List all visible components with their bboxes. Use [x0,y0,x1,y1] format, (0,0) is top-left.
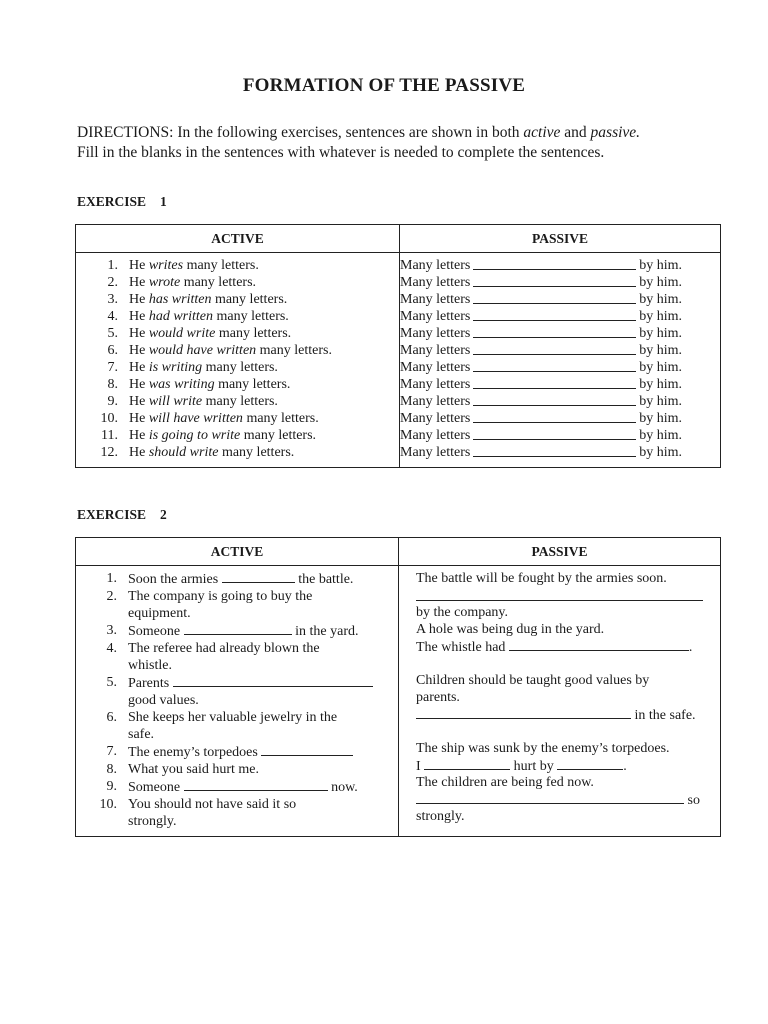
subject: He [129,411,146,426]
passive-prefix: Many letters [400,292,471,307]
directions-line-1 [77,123,727,143]
ex1-active-item-10 [76,410,399,427]
answer-blank[interactable] [473,359,636,372]
ex1-active-item-12 [76,444,399,461]
text: The company is going to buy the [128,589,313,604]
answer-blank[interactable] [473,257,636,270]
exercise-2-active-list [76,566,398,836]
answer-blank[interactable] [416,791,684,804]
object: many letters. [205,360,278,375]
passive-suffix: by him. [639,411,682,426]
answer-blank[interactable] [173,674,373,687]
ex2-passive-item-4 [416,638,720,655]
item-number: 4. [106,641,117,656]
answer-blank[interactable] [473,342,636,355]
passive-suffix: by him. [639,445,682,460]
answer-blank[interactable] [473,291,636,304]
item-number: 8. [107,377,118,392]
directions [77,123,727,163]
item-number: 9. [106,779,117,794]
text: I [416,759,421,774]
verb: will write [148,394,203,409]
ex2-active-item-4 [76,640,398,674]
passive-suffix: by him. [639,394,682,409]
ex2-active-item-10 [76,796,398,830]
answer-blank[interactable] [222,570,295,583]
answer-blank[interactable] [557,757,623,770]
ex2-passive-item-2: by the company. [416,605,509,620]
passive-prefix: Many letters [400,428,471,443]
object: many letters. [214,292,288,307]
directions-passive-word: passive. [590,124,641,141]
page-title: FORMATION OF THE PASSIVE [242,75,526,96]
answer-blank[interactable] [424,757,510,770]
passive-prefix: Many letters [400,326,471,341]
passive-suffix: by him. [639,292,682,307]
ex1-passive-item-3 [400,291,682,308]
exercise-2-table [75,537,721,837]
subject: He [129,377,146,392]
subject: He [129,258,146,273]
item-number: 7. [107,360,118,375]
text: . [688,640,693,655]
ex1-passive-item-11 [400,427,682,444]
ex2-passive-item-10-cont: strongly. [416,809,465,824]
ex1-active-item-8 [76,376,399,393]
ex1-passive-item-4 [400,308,682,325]
text: She keeps her valuable jewelry in the [128,710,338,725]
object: many letters. [218,377,291,392]
directions-prefix: DIRECTIONS: In the following exercises, sentences are shown in both [77,124,524,141]
text: The enemy’s torpedoes [128,745,258,760]
ex1-passive-item-5 [400,325,682,342]
ex2-passive-item-5-cont: parents. [416,690,460,705]
verb: was writing [148,377,215,392]
object: many letters. [221,445,295,460]
text: The referee had already blown the [128,641,320,656]
text: You should not have said it so [128,797,297,812]
text: hurt by [513,759,554,774]
text: in the safe. [634,708,696,723]
verb: would have written [148,343,257,358]
ex2-active-item-8: 8. What you said hurt me. [76,761,398,778]
passive-prefix: Many letters [400,309,471,324]
directions-line-2: Fill in the blanks in the sentences with whatever is needed to complete the sentences. [77,144,605,161]
passive-suffix: by him. [639,326,682,341]
ex2-passive-item-9: The children are being fed now. [416,775,594,790]
passive-suffix: by him. [639,360,682,375]
ex1-active-item-1 [76,257,399,274]
subject: He [129,394,146,409]
item-number: 1. [106,571,117,586]
ex1-passive-item-1 [400,257,682,274]
passive-suffix: by him. [639,377,682,392]
answer-blank[interactable] [184,622,292,635]
exercise-1-number: 1 [160,194,167,209]
verb: is writing [148,360,203,375]
object: many letters. [246,411,319,426]
ex2-active-item-3 [76,622,398,640]
subject: He [129,292,146,307]
text: good values. [128,693,199,708]
ex2-active-item-9 [76,778,398,796]
exercise-1-label [77,194,167,210]
ex2-passive-item-5: Children should be taught good values by [416,673,650,688]
subject: He [129,360,146,375]
verb: has written [148,292,212,307]
object: many letters. [205,394,278,409]
answer-blank[interactable] [416,706,631,719]
ex1-active-item-4 [76,308,399,325]
exercise-2-passive-header: PASSIVE [399,538,721,566]
directions-and-word: and [564,124,591,141]
passive-prefix: Many letters [400,445,471,460]
answer-blank[interactable] [473,376,636,389]
verb: is going to write [148,428,241,443]
answer-blank[interactable] [473,444,636,457]
subject: He [129,309,146,324]
ex2-active-item-2 [76,588,398,622]
ex2-passive-item-6 [416,706,720,723]
object: many letters. [218,326,292,341]
ex1-passive-item-8 [400,376,682,393]
spacer [416,655,720,672]
text: strongly. [128,814,177,829]
item-number: 2. [106,589,117,604]
ex2-passive-item-8 [416,757,720,774]
object: many letters. [183,275,257,290]
ex1-active-item-7 [76,359,399,376]
item-number: 6. [107,343,118,358]
answer-blank[interactable] [261,743,353,756]
ex1-passive-item-9 [400,393,682,410]
passive-suffix: by him. [639,275,682,290]
ex2-active-item-6 [76,709,398,743]
item-number: 7. [106,744,117,759]
directions-active-word: active [523,124,561,141]
passive-prefix: Many letters [400,377,471,392]
answer-blank[interactable] [473,393,636,406]
exercise-1-passive-list [400,253,720,467]
item-number: 10. [100,411,118,426]
ex1-active-item-9 [76,393,399,410]
subject: He [129,428,146,443]
text: now. [331,780,358,795]
ex1-active-item-11 [76,427,399,444]
exercise-1-passive-header: PASSIVE [400,225,721,253]
verb: should write [148,445,219,460]
ex2-passive-item-1: The battle will be fought by the armies soon. [416,571,667,586]
exercise-2-number: 2 [160,507,167,522]
subject: He [129,326,146,341]
text: the battle. [298,572,354,587]
item-number: 3. [106,623,117,638]
subject: He [129,445,146,460]
ex2-passive-item-2-blank-line [416,587,720,604]
answer-blank[interactable] [473,427,636,440]
answer-blank[interactable] [416,587,703,601]
text: in the yard. [295,624,359,639]
ex1-passive-item-6 [400,342,682,359]
passive-suffix: by him. [639,258,682,273]
ex2-active-item-5 [76,674,398,709]
text: Someone [128,624,181,639]
verb: wrote [148,275,181,290]
item-number: 3. [107,292,118,307]
object: many letters. [216,309,289,324]
item-number: 1. [107,258,118,273]
exercise-1-active-header: ACTIVE [76,225,400,253]
verb: had written [148,309,213,324]
ex1-passive-item-12 [400,444,682,461]
exercise-2-label [77,507,167,523]
exercise-1-active-list [76,253,399,467]
item-number: 12. [100,445,118,460]
text: The whistle had [416,640,506,655]
ex2-passive-item-3: A hole was being dug in the yard. [416,622,605,637]
exercise-2-active-header: ACTIVE [76,538,399,566]
answer-blank[interactable] [473,410,636,423]
answer-blank[interactable] [184,778,328,791]
ex2-passive-item-10 [416,791,720,808]
item-number: 2. [107,275,118,290]
ex1-passive-item-10 [400,410,682,427]
passive-suffix: by him. [639,343,682,358]
item-number: 5. [107,326,118,341]
ex1-active-item-2 [76,274,399,291]
item-number: 9. [107,394,118,409]
item-number: 6. [106,710,117,725]
passive-suffix: by him. [639,309,682,324]
item-number: 11. [101,428,118,443]
text: whistle. [128,658,172,673]
ex2-active-item-7 [76,743,398,761]
spacer [416,723,720,740]
ex1-active-item-6 [76,342,399,359]
item-number: 10. [99,797,117,812]
item-number: 8. [106,762,117,777]
subject: He [129,275,146,290]
answer-blank[interactable] [509,638,689,651]
item-number: 4. [107,309,118,324]
answer-blank[interactable] [473,308,636,321]
object: many letters. [259,343,332,358]
exercise-2-label-text: EXERCISE [77,507,147,522]
ex1-passive-item-2 [400,274,682,291]
item-number: 5. [106,675,117,690]
passive-prefix: Many letters [400,275,471,290]
passive-prefix: Many letters [400,343,471,358]
passive-prefix: Many letters [400,394,471,409]
answer-blank[interactable] [473,274,636,287]
subject: He [129,343,146,358]
ex1-active-item-3 [76,291,399,308]
exercise-2-passive-list [399,566,720,831]
text: so [687,793,700,808]
verb: will have written [148,411,243,426]
verb: writes [148,258,184,273]
text: Parents [128,676,170,691]
passive-suffix: by him. [639,428,682,443]
ex1-passive-item-7 [400,359,682,376]
ex1-active-item-5 [76,325,399,342]
text: Someone [128,780,181,795]
exercise-1-label-text: EXERCISE [77,194,147,209]
text: safe. [128,727,155,742]
text: . [623,759,627,774]
object: many letters. [186,258,259,273]
exercise-1-table [75,224,721,468]
text: equipment. [128,606,191,621]
verb: would write [148,326,216,341]
ex2-active-item-1 [76,570,398,588]
answer-blank[interactable] [473,325,636,338]
passive-prefix: Many letters [400,258,471,273]
passive-prefix: Many letters [400,411,471,426]
passive-prefix: Many letters [400,360,471,375]
object: many letters. [243,428,317,443]
text: Soon the armies [128,572,219,587]
ex2-passive-item-7: The ship was sunk by the enemy’s torpedoes. [416,741,670,756]
